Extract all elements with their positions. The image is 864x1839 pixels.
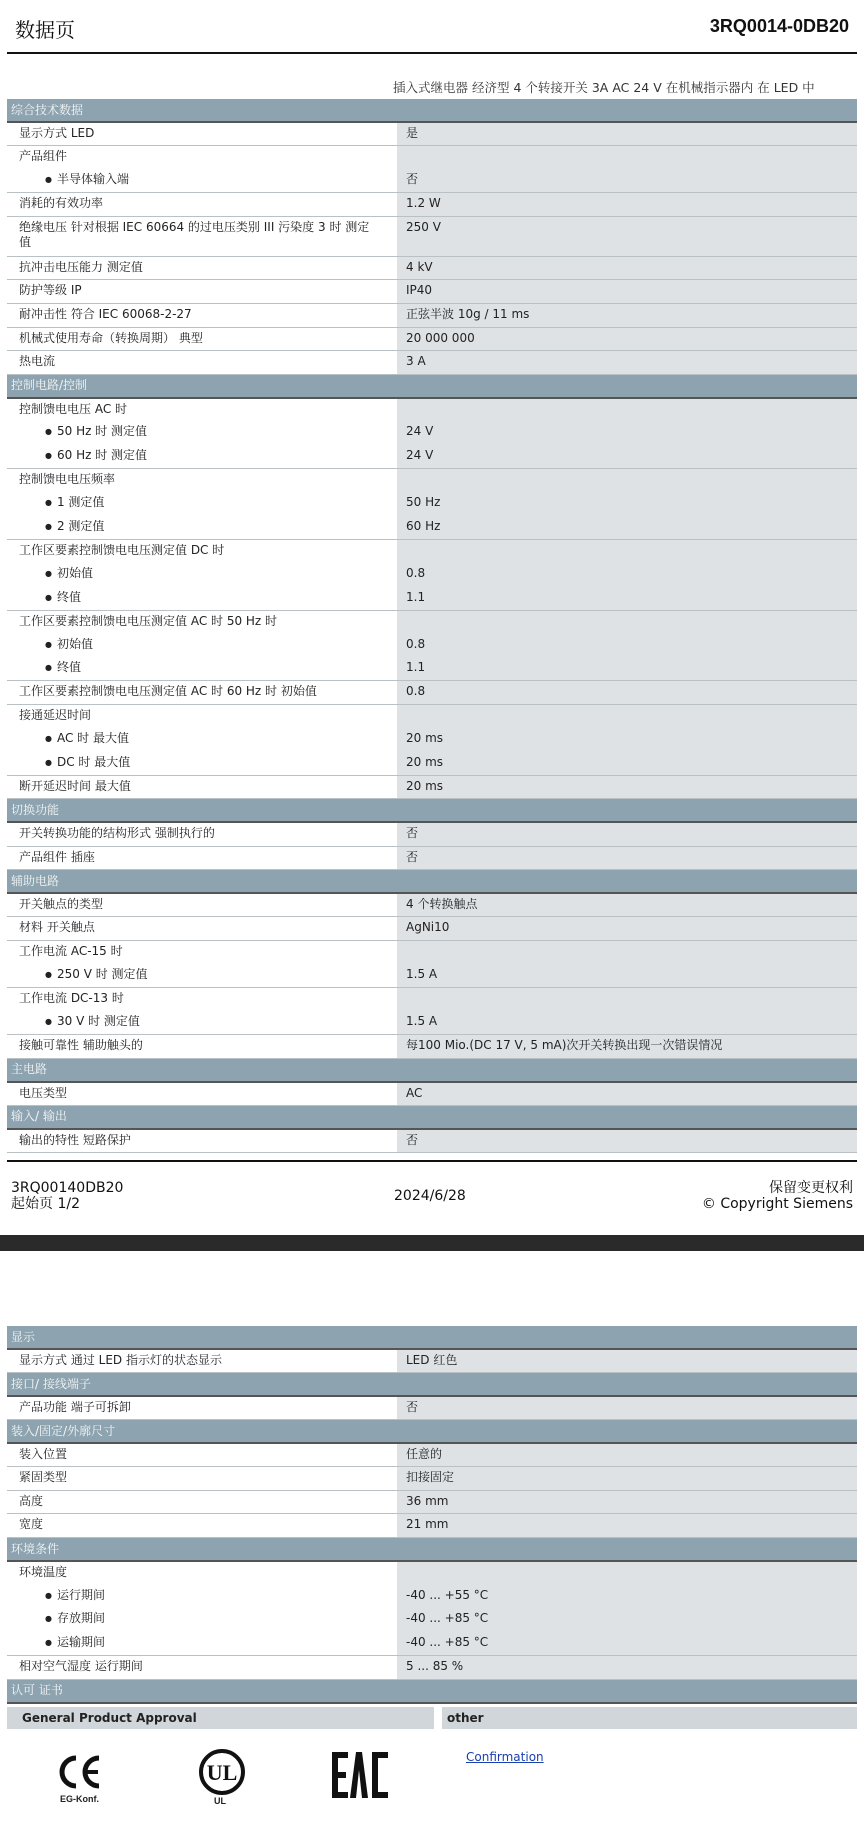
section-title: 环境条件 [7,1538,857,1562]
spec-value: 是 [397,122,857,146]
spec-value: 任意的 [397,1443,857,1467]
spec-value: 1.1 [397,587,857,611]
ul-logo [195,1748,251,1808]
spec-value [397,146,857,170]
spec-label: 输出的特性 短路保护 [7,1129,389,1153]
spec-row [7,1632,857,1656]
spec-label: 开关转换功能的结构形式 强制执行的 [7,822,389,846]
spec-row [7,728,857,752]
spec-label: 工作区要素控制馈电电压测定值 AC 时 60 Hz 时 初始值 [7,681,389,705]
approval-col-separator [434,1707,442,1729]
spec-gap [389,752,397,776]
spec-gap [389,728,397,752]
spec-row [7,304,857,328]
spec-label: 相对空气湿度 运行期间 [7,1655,389,1679]
spec-row [7,351,857,375]
spec-row [7,822,857,846]
spec-row [7,492,857,516]
spec-gap [389,1129,397,1153]
spec-label: ● 初始值 [7,563,389,587]
spec-gap [389,280,397,304]
section-title: 装入/固定/外廓尺寸 [7,1420,857,1444]
spec-value: -40 ... +55 °C [397,1585,857,1609]
spec-row [7,681,857,705]
footer-right [702,1180,853,1212]
spec-value: AC [397,1082,857,1106]
spec-label: 产品功能 端子可拆卸 [7,1396,389,1420]
spec-row [7,563,857,587]
spec-label: 工作区要素控制馈电电压测定值 DC 时 [7,539,389,563]
spec-gap [389,351,397,375]
spec-row [7,705,857,729]
spec-label: 紧固类型 [7,1467,389,1491]
approval-col-general: General Product Approval [22,1711,197,1725]
spec-gap [389,1561,397,1585]
spec-label: 防护等级 IP [7,280,389,304]
spec-row [7,634,857,658]
spec-gap [389,822,397,846]
spec-gap [389,1349,397,1373]
spec-value: 否 [397,1129,857,1153]
spec-label: 工作区要素控制馈电电压测定值 AC 时 50 Hz 时 [7,610,389,634]
spec-label: 产品组件 [7,146,389,170]
spec-row [7,1035,857,1059]
spec-row [7,1490,857,1514]
spec-gap [389,1655,397,1679]
section-title: 接口/ 接线端子 [7,1373,857,1397]
spec-label: 机械式使用寿命（转换周期） 典型 [7,327,389,351]
spec-label: 控制馈电电压 AC 时 [7,398,389,422]
spec-gap [389,681,397,705]
spec-value: 24 V [397,421,857,445]
spec-row [7,1514,857,1538]
spec-label: ● 终值 [7,587,389,611]
spec-gap [389,846,397,870]
spec-row [7,917,857,941]
spec-label: ● 60 Hz 时 测定值 [7,445,389,469]
spec-label: 装入位置 [7,1443,389,1467]
spec-row [7,1585,857,1609]
svg-text:UL: UL [206,1760,238,1785]
spec-row [7,539,857,563]
spec-gap [389,421,397,445]
spec-gap [389,657,397,681]
spec-row [7,1011,857,1035]
spec-value [397,1561,857,1585]
spec-value: -40 ... +85 °C [397,1608,857,1632]
spec-value: 20 ms [397,775,857,799]
ce-caption: EG-Konf. [60,1794,99,1804]
spec-label: 控制馈电电压频率 [7,469,389,493]
spec-label: ● 50 Hz 时 测定值 [7,421,389,445]
spec-label: ● 初始值 [7,634,389,658]
spec-label: 工作电流 DC-13 时 [7,988,389,1012]
spec-gap [389,1396,397,1420]
spec-label: 热电流 [7,351,389,375]
spec-value: 否 [397,169,857,193]
spec-row [7,280,857,304]
spec-gap [389,445,397,469]
section-title: 综合技术数据 [7,99,857,122]
spec-label: 消耗的有效功率 [7,193,389,217]
spec-value [397,705,857,729]
footer-left [11,1180,123,1212]
spec-gap [389,705,397,729]
spec-gap [389,964,397,988]
spec-label: 材料 开关触点 [7,917,389,941]
ul-caption: UL [214,1796,226,1806]
eac-logo [330,1748,392,1808]
product-description: 插入式继电器 经济型 4 个转接开关 3A AC 24 V 在机械指示器内 在 LED 中 [393,80,815,95]
spec-label: 显示方式 通过 LED 指示灯的状态显示 [7,1349,389,1373]
spec-value [397,539,857,563]
spec-value: 否 [397,1396,857,1420]
spec-gap [389,634,397,658]
spec-row [7,146,857,170]
spec-value: 4 个转换触点 [397,893,857,917]
spec-value: 5 ... 85 % [397,1655,857,1679]
spec-label: ● DC 时 最大值 [7,752,389,776]
spec-row [7,940,857,964]
spec-gap [389,327,397,351]
spec-value: 1.2 W [397,193,857,217]
section-header [7,1420,857,1444]
spec-table-page1 [7,99,857,1153]
spec-label: 绝缘电压 针对根据 IEC 60664 的过电压类别 III 污染度 3 时 测定值 [7,216,389,256]
spec-value: 3 A [397,351,857,375]
spec-value: 否 [397,822,857,846]
spec-row [7,752,857,776]
section-header [7,870,857,894]
spec-gap [389,917,397,941]
footer-date: 2024/6/28 [394,1188,466,1204]
spec-gap [389,169,397,193]
spec-gap [389,1082,397,1106]
spec-row [7,775,857,799]
spec-label: ● 半导体输入端 [7,169,389,193]
spec-gap [389,122,397,146]
product-code: 3RQ0014-0DB20 [709,16,849,36]
spec-value: 每100 Mio.(DC 17 V, 5 mA)次开关转换出现一次错误情况 [397,1035,857,1059]
spec-value: 20 ms [397,752,857,776]
spec-value: LED 红色 [397,1349,857,1373]
spec-value: 扣接固定 [397,1467,857,1491]
section-title: 输入/ 输出 [7,1105,857,1129]
spec-gap [389,492,397,516]
spec-value: 正弦半波 10g / 11 ms [397,304,857,328]
spec-gap [389,1608,397,1632]
spec-label: ● 2 测定值 [7,516,389,540]
section-header [7,1105,857,1129]
spec-value: 否 [397,846,857,870]
spec-label: ● 30 V 时 测定值 [7,1011,389,1035]
footer-divider [7,1160,857,1162]
section-header [7,1058,857,1082]
spec-gap [389,1035,397,1059]
spec-gap [389,610,397,634]
spec-label: 抗冲击电压能力 测定值 [7,256,389,280]
spec-row [7,1608,857,1632]
section-header [7,1326,857,1349]
spec-label: ● 存放期间 [7,1608,389,1632]
spec-row [7,516,857,540]
spec-gap [389,146,397,170]
approval-header-row [7,1707,857,1729]
spec-row [7,1129,857,1153]
spec-row [7,193,857,217]
spec-value: 60 Hz [397,516,857,540]
spec-label: 电压类型 [7,1082,389,1106]
spec-label: ● 终值 [7,657,389,681]
spec-value: 0.8 [397,681,857,705]
spec-gap [389,940,397,964]
spec-row [7,1467,857,1491]
spec-gap [389,398,397,422]
section-title: 辅助电路 [7,870,857,894]
spec-gap [389,775,397,799]
page-header [0,0,864,54]
spec-value [397,610,857,634]
spec-row [7,421,857,445]
spec-gap [389,1514,397,1538]
spec-value: 36 mm [397,1490,857,1514]
spec-value: 1.5 A [397,964,857,988]
section-title: 切换功能 [7,799,857,823]
spec-value [397,988,857,1012]
spec-label: 开关触点的类型 [7,893,389,917]
spec-row [7,216,857,256]
page-break [0,1235,864,1251]
header-divider [7,52,857,54]
spec-value [397,398,857,422]
spec-gap [389,1467,397,1491]
confirmation-link[interactable]: Confirmation [466,1750,544,1764]
section-header [7,1373,857,1397]
spec-gap [389,216,397,256]
spec-row [7,445,857,469]
spec-row [7,1349,857,1373]
spec-label: 工作电流 AC-15 时 [7,940,389,964]
spec-value: IP40 [397,280,857,304]
spec-value: 50 Hz [397,492,857,516]
spec-label: ● AC 时 最大值 [7,728,389,752]
spec-value: 20 000 000 [397,327,857,351]
spec-row [7,469,857,493]
section-header [7,99,857,122]
spec-value: AgNi10 [397,917,857,941]
page-title: 数据页 [15,18,75,42]
spec-gap [389,539,397,563]
spec-gap [389,1443,397,1467]
section-title: 认可 证书 [7,1679,857,1703]
section-header [7,374,857,398]
spec-gap [389,469,397,493]
spec-row [7,256,857,280]
spec-row [7,327,857,351]
spec-label: 显示方式 LED [7,122,389,146]
spec-row [7,1655,857,1679]
spec-value: 1.1 [397,657,857,681]
spec-row [7,657,857,681]
spec-gap [389,988,397,1012]
spec-value: 21 mm [397,1514,857,1538]
spec-value: 0.8 [397,634,857,658]
ce-logo [52,1748,110,1810]
spec-row [7,1396,857,1420]
spec-gap [389,1011,397,1035]
spec-label: 接触可靠性 辅助触头的 [7,1035,389,1059]
spec-label: ● 1 测定值 [7,492,389,516]
spec-value: -40 ... +85 °C [397,1632,857,1656]
spec-row [7,398,857,422]
spec-row [7,988,857,1012]
spec-label: 产品组件 插座 [7,846,389,870]
spec-row [7,846,857,870]
spec-row [7,122,857,146]
spec-label: 接通延迟时间 [7,705,389,729]
spec-label: ● 运行期间 [7,1585,389,1609]
spec-table-page2 [7,1326,857,1704]
approval-col-other: other [447,1711,484,1725]
spec-value [397,940,857,964]
spec-label: 环境温度 [7,1561,389,1585]
spec-row [7,893,857,917]
spec-gap [389,1632,397,1656]
spec-gap [389,1585,397,1609]
footer-copyright: © Copyright Siemens [701,1196,853,1212]
spec-gap [389,563,397,587]
spec-row [7,169,857,193]
spec-value [397,469,857,493]
footer-order-no: 3RQ00140DB20 [11,1180,124,1196]
section-header [7,799,857,823]
spec-value: 4 kV [397,256,857,280]
footer-page-no: 起始页 1/2 [11,1196,80,1212]
spec-gap [389,256,397,280]
section-title: 主电路 [7,1058,857,1082]
spec-label: ● 250 V 时 测定值 [7,964,389,988]
spec-gap [389,304,397,328]
spec-gap [389,516,397,540]
spec-label: 高度 [7,1490,389,1514]
spec-row [7,587,857,611]
spec-row [7,1082,857,1106]
spec-row [7,1443,857,1467]
spec-label: ● 运输期间 [7,1632,389,1656]
spec-row [7,1561,857,1585]
spec-label: 耐冲击性 符合 IEC 60068-2-27 [7,304,389,328]
spec-value: 24 V [397,445,857,469]
spec-value: 20 ms [397,728,857,752]
section-title: 控制电路/控制 [7,374,857,398]
spec-gap [389,893,397,917]
spec-row [7,964,857,988]
section-header [7,1538,857,1562]
spec-label: 断开延迟时间 最大值 [7,775,389,799]
section-header [7,1679,857,1703]
spec-value: 1.5 A [397,1011,857,1035]
spec-label: 宽度 [7,1514,389,1538]
spec-gap [389,587,397,611]
spec-gap [389,193,397,217]
spec-value: 0.8 [397,563,857,587]
spec-row [7,610,857,634]
spec-value: 250 V [397,216,857,256]
spec-gap [389,1490,397,1514]
footer-rights: 保留变更权利 [769,1180,853,1196]
section-title: 显示 [7,1326,857,1349]
